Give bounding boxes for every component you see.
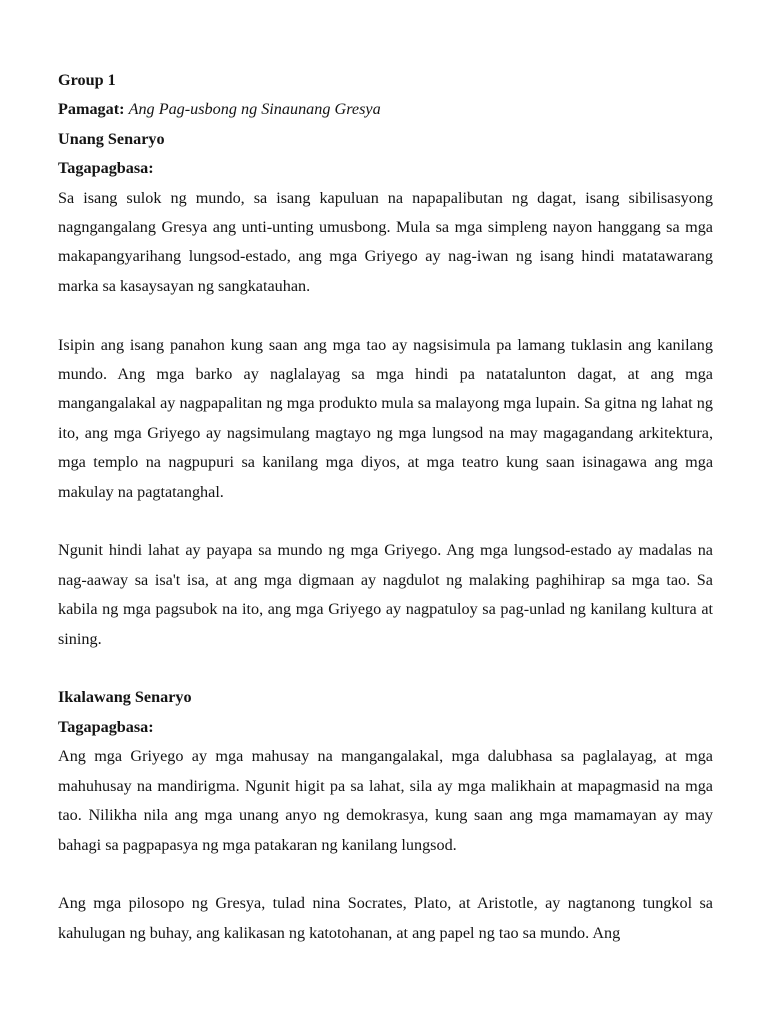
group-heading: Group 1 <box>58 71 116 89</box>
document-page <box>58 66 713 948</box>
scenario2-heading: Ikalawang Senaryo <box>58 688 192 707</box>
paragraph-gap <box>58 301 713 330</box>
scenario2-paragraph-1: Ang mga Griyego ay mga mahusay na mangangalakal, mga dalubhasa sa paglalayag, at mga mahuhusay na mandirigma. Ngunit higit pa sa lahat, sila ay mga malikhain at mapagmasid na mga tao. Nilikha nila ang mga unang anyo ng demokrasya, kung saan ang mga mamamayan ay may bahagi sa pagpapasya ng mga patakaran ng kanilang lungsod. <box>58 747 713 854</box>
title-line <box>58 95 713 124</box>
scenario2-reader-label: Tagapagbasa: <box>58 717 154 736</box>
scenario1-reader-label: Tagapagbasa: <box>58 159 154 178</box>
paragraph-gap <box>58 507 713 536</box>
scenario1-paragraph-1: Sa isang sulok ng mundo, sa isang kapuluan na napapalibutan ng dagat, isang sibilisasyong nagngangalang Gresya ang unti-unting umusbong. Mula sa mga simpleng nayon hanggang sa mga makapangyarihang lungsod-estado, ang mga Griyego ay nag-iwan ng isang hindi matatawarang marka sa kasaysayan ng sangkatauhan. <box>58 188 713 295</box>
paragraph-gap <box>58 654 713 683</box>
title-label: Pamagat: <box>58 100 125 119</box>
scenario1-paragraph-3: Ngunit hindi lahat ay payapa sa mundo ng mga Griyego. Ang mga lungsod-estado ay madalas na nag-aaway sa isa't isa, at ang mga digmaan ay nagdulot ng malaking paghihirap sa mga tao. Sa kabila ng mga pagsubok na ito, ang mga Griyego ay nagpatuloy sa pag-unlad ng kanilang kultura at sining. <box>58 541 713 648</box>
title-value: Ang Pag-usbong ng Sinaunang Gresya <box>128 100 381 119</box>
scenario2-paragraph-2: Ang mga pilosopo ng Gresya, tulad nina Socrates, Plato, at Aristotle, ay nagtanong tungkol sa kahulugan ng buhay, ang kalikasan ng katotohanan, at ang papel ng tao sa mundo. Ang <box>58 894 713 942</box>
scenario1-heading: Unang Senaryo <box>58 129 165 148</box>
scenario1-paragraph-2: Isipin ang isang panahon kung saan ang mga tao ay nagsisimula pa lamang tuklasin ang kanilang mundo. Ang mga barko ay naglalayag sa mga hindi pa natatalunton dagat, at ang mga mangangalakal ay nagpapalitan ng mga produkto mula sa malayong mga lupain. Sa gitna ng lahat ng ito, ang mga Griyego ay nagsimulang magtayo ng mga lungsod na may magagandang arkitektura, mga templo na nagpupuri sa kanilang mga diyos, at mga teatro kung saan isinagawa ang mga makulay na pagtatanghal. <box>58 335 713 501</box>
paragraph-gap <box>58 860 713 889</box>
